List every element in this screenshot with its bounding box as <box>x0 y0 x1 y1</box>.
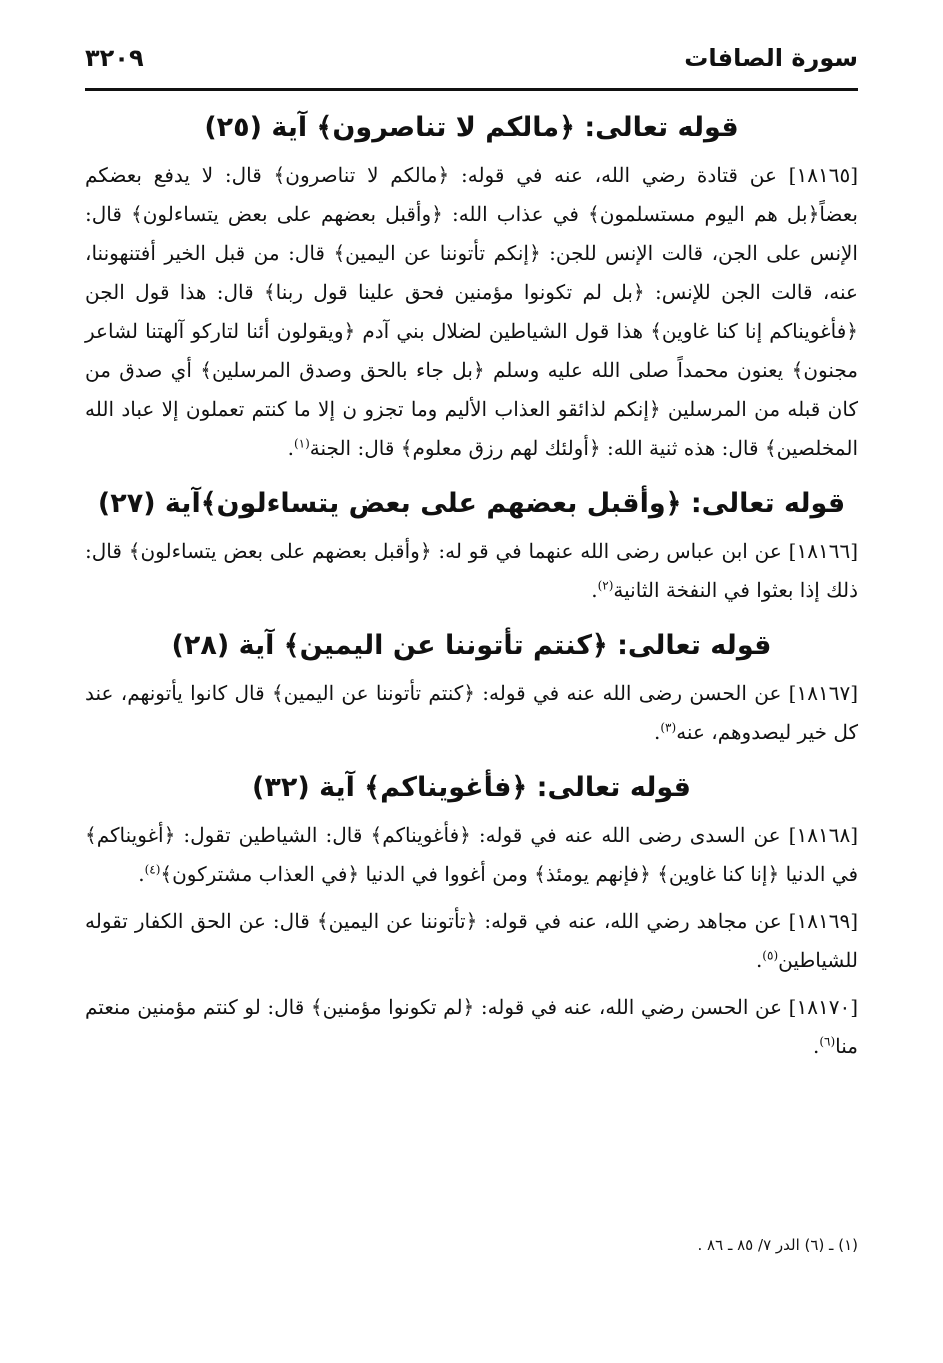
footnote-ref: (٢) <box>597 578 614 593</box>
page-body <box>85 100 858 1074</box>
narration-entry: [١٨١٧٠] عن الحسن رضي الله، عنه في قوله: ﴿لم تكونوا مؤمنين﴾ قال: لو كنتم مؤمنين منعتم منا$^{(٦)}$. <box>85 995 858 1058</box>
narration-entry: [١٨١٦٦] عن ابن عباس رضى الله عنهما في قو له: ﴿وأقبل بعضهم على بعض يتساءلون﴾ قال: ذلك إذا بعثوا في النفخة الثانية$^{(٢)}$. <box>85 539 858 602</box>
narration-text: [١٨١٦٥] عن قتادة رضي الله، عنه في قوله: ﴿مالكم لا تناصرون﴾ قال: لا يدفع بعضكم بعضاً﴿بل هم اليوم مستسلمون﴾ في عذاب الله: ﴿وأقبل بعضهم على بعض يتساءلون﴾ قال: الإنس على الجن، قالت الإنس للجن: ﴿إنكم تأتوننا عن اليمين﴾ قال: من قبل الخير أفتنهوننا، عنه، قالت الجن للإنس: ﴿بل لم تكونوا مؤمنين فحق علينا قول ربنا﴾ قال: هذا قول الجن ﴿فأغويناكم إنا كنا غاوين﴾ هذا قول الشياطين لضلال بني آدم ﴿ويقولون أئنا لتاركو آلهتنا لشاعر مجنون﴾ يعنون محمداً صلى الله عليه وسلم ﴿بل جاء بالحق وصدق المرسلين﴾ أي صدق من كان قبله من المرسلين ﴿إنكم لذائقو العذاب الأليم وما تجزو ن إلا ما كنتم تعملون إلا عباد الله المخلصين﴾ قال: هذه ثنية الله: ﴿أولئك لهم رزق معلوم﴾ قال: الجنة <box>85 163 858 460</box>
narration-text: [١٨١٦٧] عن الحسن رضى الله عنه في قوله: ﴿كنتم تأتوننا عن اليمين﴾ قال كانوا يأتونهم، عند كل خير ليصدوهم، عنه <box>85 681 858 744</box>
narration-text: [١٨١٦٦] عن ابن عباس رضى الله عنهما في قو له: ﴿وأقبل بعضهم على بعض يتساءلون﴾ قال: ذلك إذا بعثوا في النفخة الثانية <box>85 539 858 602</box>
section-heading: قوله تعالى: ﴿وأقبل بعضهم على بعض يتساءلون﴾آية (٢٧) <box>97 488 846 519</box>
footnote-text: (١) ـ (٦) الدر ٧/ ٨٥ ـ ٨٦ . <box>697 1236 858 1254</box>
section-heading: قوله تعالى: ﴿فأغويناكم﴾ آية (٣٢) <box>252 772 691 803</box>
narration-entry: [١٨١٦٧] عن الحسن رضى الله عنه في قوله: ﴿كنتم تأتوننا عن اليمين﴾ قال كانوا يأتونهم، عند كل خير ليصدوهم، عنه$^{(٣)}$. <box>85 681 858 744</box>
surah-title: سورة الصافات <box>684 44 858 72</box>
narration-text: [١٨١٦٩] عن مجاهد رضي الله، عنه في قوله: ﴿تأتوننا عن اليمين﴾ قال: عن الحق الكفار تقوله للشياطين <box>85 909 858 972</box>
footnotes <box>698 1236 859 1254</box>
section-heading: قوله تعالى: ﴿كنتم تأتوننا عن اليمين﴾ آية (٢٨) <box>171 630 772 661</box>
narration-text: [١٨١٦٨] عن السدى رضى الله عنه في قوله: ﴿فأغويناكم﴾ قال: الشياطين تقول: ﴿أغويناكم﴾ في الدنيا ﴿إنا كنا غاوين﴾ ﴿فإنهم يومئذ﴾ ومن أغووا في الدنيا ﴿في العذاب مشتركون﴾ <box>85 823 858 886</box>
running-header <box>85 38 858 91</box>
page-number: ٣٢٠٩ <box>85 44 144 72</box>
section-heading: قوله تعالى: ﴿مالكم لا تناصرون﴾ آية (٢٥) <box>204 112 739 143</box>
footnote-ref: (٦) <box>819 1034 836 1049</box>
footnote-ref: (١) <box>293 436 310 451</box>
footnote-ref: (٥) <box>762 948 779 963</box>
narration-entry: [١٨١٦٨] عن السدى رضى الله عنه في قوله: ﴿فأغويناكم﴾ قال: الشياطين تقول: ﴿أغويناكم﴾ في الدنيا ﴿إنا كنا غاوين﴾ ﴿فإنهم يومئذ﴾ ومن أغووا في الدنيا ﴿في العذاب مشتركون﴾$^{(٤)}$. <box>85 823 858 886</box>
footnote-ref: (٣) <box>660 720 677 735</box>
narration-text: [١٨١٧٠] عن الحسن رضي الله، عنه في قوله: ﴿لم تكونوا مؤمنين﴾ قال: لو كنتم مؤمنين منعتم منا <box>85 995 858 1058</box>
footnote-ref: (٤) <box>144 862 161 877</box>
narration-entry: [١٨١٦٥] عن قتادة رضي الله، عنه في قوله: ﴿مالكم لا تناصرون﴾ قال: لا يدفع بعضكم بعضاً﴿بل هم اليوم مستسلمون﴾ في عذاب الله: ﴿وأقبل بعضهم على بعض يتساءلون﴾ قال: الإنس على الجن، قالت الإنس للجن: ﴿إنكم تأتوننا عن اليمين﴾ قال: من قبل الخير أفتنهوننا، عنه، قالت الجن للإنس: ﴿بل لم تكونوا مؤمنين فحق علينا قول ربنا﴾ قال: هذا قول الجن ﴿فأغويناكم إنا كنا غاوين﴾ هذا قول الشياطين لضلال بني آدم ﴿ويقولون أئنا لتاركو آلهتنا لشاعر مجنون﴾ يعنون محمداً صلى الله عليه وسلم ﴿بل جاء بالحق وصدق المرسلين﴾ أي صدق من كان قبله من المرسلين ﴿إنكم لذائقو العذاب الأليم وما تجزو ن إلا ما كنتم تعملون إلا عباد الله المخلصين﴾ قال: هذه ثنية الله: ﴿أولئك لهم رزق معلوم﴾ قال: الجنة$^{(١)}$. <box>85 163 858 460</box>
narration-entry: [١٨١٦٩] عن مجاهد رضي الله، عنه في قوله: ﴿تأتوننا عن اليمين﴾ قال: عن الحق الكفار تقوله للشياطين$^{(٥)}$. <box>85 909 858 972</box>
